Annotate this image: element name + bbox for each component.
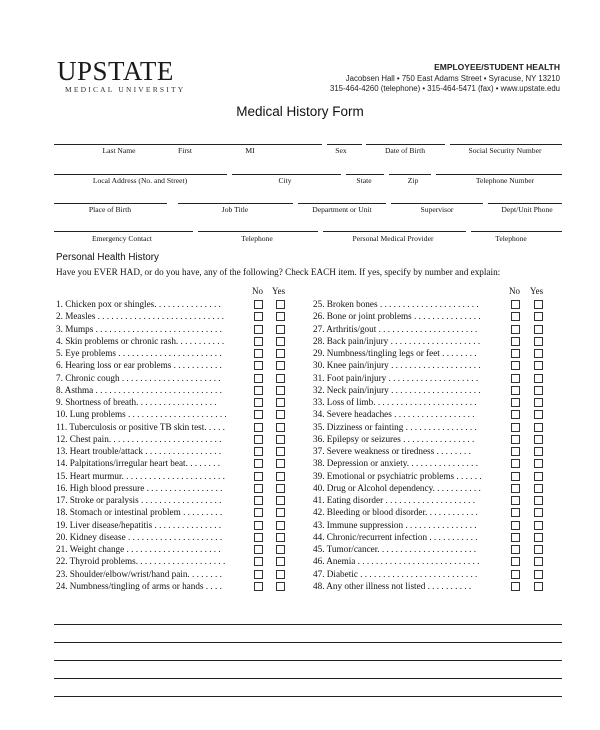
field-input-line[interactable] [389,174,431,175]
field-input-line[interactable] [323,231,466,232]
checkbox-yes[interactable] [534,533,543,542]
checklist-item-label: 1. Chicken pox or shingles. . . . . . . . . . . . . . . [56,299,221,309]
checkbox-no[interactable] [511,472,520,481]
field-label: Local Address (No. and Street) [92,176,188,185]
checkbox-yes[interactable] [276,496,285,505]
checkbox-yes[interactable] [534,582,543,591]
field-label: Place of Birth [88,205,132,214]
checklist-item-label: 6. Hearing loss or ear problems . . . . . . . . . . . [56,360,222,371]
checkbox-no[interactable] [511,508,520,517]
checklist-item-label: 28. Back pain/injury . . . . . . . . . . . . . . . . . . . . [313,335,481,346]
checkbox-yes[interactable] [534,361,543,370]
checkbox-no[interactable] [511,521,520,530]
checklist-item-label: 26. Bone or joint problems . . . . . . . . . . . . . . . [313,311,481,322]
field-label: State [356,176,372,185]
checkbox-no[interactable] [511,435,520,444]
checkbox-no[interactable] [511,545,520,554]
checkbox-no[interactable] [511,459,520,468]
checkbox-no[interactable] [511,325,520,334]
checkbox-no[interactable] [511,410,520,419]
checkbox-no[interactable] [254,300,263,309]
checklist-item-label: 39. Emotional or psychiatric problems . . . . . . [313,470,482,481]
checkbox-no[interactable] [254,435,263,444]
checklist-item-label: 46. Anemia . . . . . . . . . . . . . . . . . . . . . . . . . . . [313,556,480,567]
field-input-line[interactable] [327,144,362,145]
column-yes-right: Yes [530,286,544,296]
checkbox-yes[interactable] [276,472,285,481]
field-input-line[interactable] [366,144,445,145]
checklist-item-label: 3. Mumps . . . . . . . . . . . . . . . . . . . . . . . . . . . . [56,323,222,334]
checklist-item-label: 14. Palpitations/irregular heart beat. . . . . . . . [56,458,221,469]
checkbox-no[interactable] [254,361,263,370]
field-label: Telephone [495,234,527,243]
checklist-item-label: 29. Numbness/tingling legs or feet . . . . . . . . [313,348,477,358]
column-no-left: No [252,286,263,296]
checkbox-yes[interactable] [276,545,285,554]
checklist-item-label: 42. Bleeding or blood disorder. . . . . . . . . . . . [313,507,478,518]
field-label: Supervisor [420,205,454,214]
checklist-item-label: 38. Depression or anxiety. . . . . . . . . . . . . . . . [313,458,479,469]
checklist-item-label: 15. Heart murmur. . . . . . . . . . . . . . . . . . . . . . . [56,470,225,481]
checkbox-no[interactable] [511,337,520,346]
checklist-item-label: 31. Foot pain/injury . . . . . . . . . . . . . . . . . . . . [313,372,479,383]
checkbox-yes[interactable] [276,300,285,309]
field-label: Personal Medical Provider [352,234,434,243]
field-input-line[interactable] [298,203,386,204]
checklist-item-label: 27. Arthritis/gout . . . . . . . . . . . . . . . . . . . . . . [313,323,478,334]
checklist-item-label: 37. Severe weakness or tiredness . . . . . . . . [313,446,471,456]
checkbox-no[interactable] [511,496,520,505]
checkbox-yes[interactable] [276,435,285,444]
checklist-item-label: 18. Stomach or intestinal problem . . . . . . . . . [56,507,223,518]
checkbox-yes[interactable] [276,521,285,530]
form-title: Medical History Form [236,104,364,119]
checkbox-yes[interactable] [534,300,543,309]
column-no-right: No [509,286,520,296]
checklist-item-label: 5. Eye problems . . . . . . . . . . . . . . . . . . . . . . . [56,348,222,358]
checklist-item-label: 4. Skin problems or chronic rash. . . . . . . . . . . [56,335,225,346]
field-input-line[interactable] [346,174,384,175]
checklist-item-label: 8. Asthma . . . . . . . . . . . . . . . . . . . . . . . . . . . . [56,384,222,395]
checkbox-no[interactable] [254,496,263,505]
checkbox-no[interactable] [254,545,263,554]
address-line: Jacobsen Hall • 750 East Adams Street • Syracuse, NY 13210 [345,74,560,83]
checkbox-yes[interactable] [276,459,285,468]
checkbox-no[interactable] [254,312,263,321]
field-input-line[interactable] [488,203,562,204]
checkbox-yes[interactable] [276,312,285,321]
field-label: First [178,146,192,155]
checkbox-yes[interactable] [534,386,543,395]
checkbox-yes[interactable] [276,570,285,579]
field-input-line[interactable] [471,231,562,232]
explain-line[interactable] [54,624,562,625]
checkbox-no[interactable] [254,447,263,456]
checklist-item-label: 34. Severe headaches . . . . . . . . . . . . . . . . . . [313,409,475,420]
checklist-item-label: 21. Weight change . . . . . . . . . . . . . . . . . . . . . [56,544,221,554]
checklist-item-label: 2. Measles . . . . . . . . . . . . . . . . . . . . . . . . . . . . [56,311,224,322]
checklist-item-label: 7. Chronic cough . . . . . . . . . . . . . . . . . . . . . . [56,372,221,383]
checklist-item-label: 19. Liver disease/hepatitis . . . . . . . . . . . . . . . [56,519,222,530]
checkbox-yes[interactable] [534,496,543,505]
field-label: Sex [335,146,347,155]
checkbox-yes[interactable] [276,349,285,358]
checkbox-yes[interactable] [276,374,285,383]
checklist-item-label: 16. High blood pressure . . . . . . . . . . . . . . . . . [56,482,223,493]
checkbox-no[interactable] [254,582,263,591]
checkbox-no[interactable] [254,557,263,566]
field-label: Job Title [221,205,249,214]
checkbox-yes[interactable] [534,410,543,419]
checkbox-no[interactable] [511,312,520,321]
field-input-line[interactable] [450,144,562,145]
checklist-item-label: 32. Neck pain/injury . . . . . . . . . . . . . . . . . . . . [313,384,481,395]
checkbox-no[interactable] [254,508,263,517]
checkbox-no[interactable] [511,361,520,370]
checkbox-no[interactable] [511,374,520,383]
checklist-item-label: 47. Diabetic . . . . . . . . . . . . . . . . . . . . . . . . . . [313,568,478,579]
checkbox-no[interactable] [511,349,520,358]
checkbox-no[interactable] [511,386,520,395]
field-label: Telephone Number [475,176,535,185]
checkbox-yes[interactable] [276,484,285,493]
checklist-item-label: 35. Dizziness or fainting . . . . . . . . . . . . . . . . [313,421,477,432]
checkbox-yes[interactable] [534,398,543,407]
checkbox-yes[interactable] [534,312,543,321]
checklist-item-label: 10. Lung problems . . . . . . . . . . . . . . . . . . . . . . [56,409,227,420]
checkbox-no[interactable] [254,325,263,334]
checkbox-no[interactable] [254,386,263,395]
checkbox-yes[interactable] [534,447,543,456]
checkbox-yes[interactable] [276,582,285,591]
checkbox-no[interactable] [254,459,263,468]
field-input-line[interactable] [198,231,318,232]
checklist-item-label: 45. Tumor/cancer. . . . . . . . . . . . . . . . . . . . . . [313,544,477,554]
checkbox-no[interactable] [254,349,263,358]
checkbox-yes[interactable] [534,325,543,334]
checklist-item-label: 41. Eating disorder . . . . . . . . . . . . . . . . . . . . [313,495,476,505]
checkbox-yes[interactable] [534,545,543,554]
checkbox-yes[interactable] [534,349,543,358]
checkbox-yes[interactable] [534,521,543,530]
explain-line[interactable] [54,660,562,661]
checkbox-yes[interactable] [276,361,285,370]
field-label: Department or Unit [312,205,372,214]
checklist-item-label: 13. Heart trouble/attack . . . . . . . . . . . . . . . . . [56,446,222,456]
checklist-item-label: 22. Thyroid problems. . . . . . . . . . . . . . . . . . . . [56,556,226,567]
checkbox-no[interactable] [511,557,520,566]
checkbox-no[interactable] [254,570,263,579]
checkbox-no[interactable] [254,410,263,419]
logo-wordmark: UPSTATE [57,56,174,86]
checkbox-no[interactable] [254,521,263,530]
checklist-item-label: 20. Kidney disease . . . . . . . . . . . . . . . . . . . . . [56,531,223,542]
checkbox-no[interactable] [511,582,520,591]
contact-line: 315-464-4260 (telephone) • 315-464-5471 (fax) • www.upstate.edu [330,84,560,93]
field-input-line[interactable] [54,203,167,204]
field-input-line[interactable] [178,203,293,204]
checkbox-yes[interactable] [276,398,285,407]
field-input-line[interactable] [54,231,193,232]
checkbox-no[interactable] [511,484,520,493]
instructions: Have you EVER HAD, or do you have, any of the following? Check EACH item. If yes, specify by number and explain: [56,267,501,277]
checkbox-yes[interactable] [534,472,543,481]
field-label: Date of Birth [384,146,426,155]
field-input-line[interactable] [54,144,322,145]
checkbox-yes[interactable] [534,435,543,444]
checkbox-no[interactable] [254,484,263,493]
checkbox-yes[interactable] [534,508,543,517]
checklist-item-label: 44. Chronic/recurrent infection . . . . . . . . . . . [313,531,478,542]
checkbox-no[interactable] [254,423,263,432]
field-label: Telephone [241,234,273,243]
field-label: Dept/Unit Phone [501,205,553,214]
checkbox-no[interactable] [254,337,263,346]
field-label: Last Name [102,146,136,155]
checkbox-yes[interactable] [534,484,543,493]
checkbox-no[interactable] [511,423,520,432]
checkbox-yes[interactable] [276,337,285,346]
checkbox-yes[interactable] [534,570,543,579]
section-title: Personal Health History [56,252,159,263]
checkbox-yes[interactable] [534,423,543,432]
explain-line[interactable] [54,678,562,679]
checkbox-yes[interactable] [276,533,285,542]
field-label: Social Security Number [468,146,542,155]
field-label: Emergency Contact [92,234,152,243]
checkbox-yes[interactable] [276,508,285,517]
checklist-item-label: 25. Broken bones . . . . . . . . . . . . . . . . . . . . . . [313,299,479,309]
field-label: City [278,176,292,185]
checkbox-no[interactable] [254,472,263,481]
checkbox-yes[interactable] [276,423,285,432]
checklist-item-label: 48. Any other illness not listed . . . . . . . . . . [313,580,472,591]
checkbox-yes[interactable] [276,325,285,334]
checkbox-yes[interactable] [534,459,543,468]
checkbox-yes[interactable] [534,557,543,566]
checkbox-no[interactable] [511,398,520,407]
explain-line[interactable] [54,696,562,697]
checklist-item-label: 23. Shoulder/elbow/wrist/hand pain. . . . . . . . [56,568,222,579]
checkbox-yes[interactable] [534,374,543,383]
checkbox-no[interactable] [254,533,263,542]
checkbox-yes[interactable] [276,447,285,456]
checkbox-yes[interactable] [276,386,285,395]
field-input-line[interactable] [54,174,227,175]
checkbox-yes[interactable] [534,337,543,346]
field-input-line[interactable] [436,174,562,175]
checkbox-no[interactable] [254,398,263,407]
field-label: MI [245,146,255,155]
checklist-item-label: 43. Immune suppression . . . . . . . . . . . . . . . . [313,519,477,530]
column-yes-left: Yes [272,286,286,296]
checklist-item-label: 11. Tuberculosis or positive TB skin test. . . . . [56,421,225,432]
checkbox-no[interactable] [511,570,520,579]
department-name: EMPLOYEE/STUDENT HEALTH [434,62,560,72]
checkbox-no[interactable] [511,533,520,542]
field-input-line[interactable] [391,203,483,204]
checklist-item-label: 33. Loss of limb. . . . . . . . . . . . . . . . . . . . . . . [313,397,477,407]
checkbox-no[interactable] [511,447,520,456]
checklist-item-label: 12. Chest pain. . . . . . . . . . . . . . . . . . . . . . . . . [56,433,222,444]
checklist-item-label: 9. Shortness of breath. . . . . . . . . . . . . . . . . . [56,397,217,407]
field-input-line[interactable] [232,174,341,175]
checkbox-yes[interactable] [276,410,285,419]
checklist-item-label: 36. Epilepsy or seizures . . . . . . . . . . . . . . . . [313,433,475,444]
field-label: Zip [407,176,419,185]
checklist-item-label: 30. Knee pain/injury . . . . . . . . . . . . . . . . . . . . [313,360,481,371]
checklist-item-label: 24. Numbness/tingling of arms or hands . . . . [56,580,222,591]
explain-line[interactable] [54,642,562,643]
checklist-item-label: 17. Stroke or paralysis . . . . . . . . . . . . . . . . . . [56,495,222,505]
logo-subtitle: MEDICAL UNIVERSITY [65,85,186,94]
checkbox-yes[interactable] [276,557,285,566]
checkbox-no[interactable] [511,300,520,309]
checklist-item-label: 40. Drug or Alcohol dependency. . . . . . . . . . . [313,482,481,493]
checkbox-no[interactable] [254,374,263,383]
